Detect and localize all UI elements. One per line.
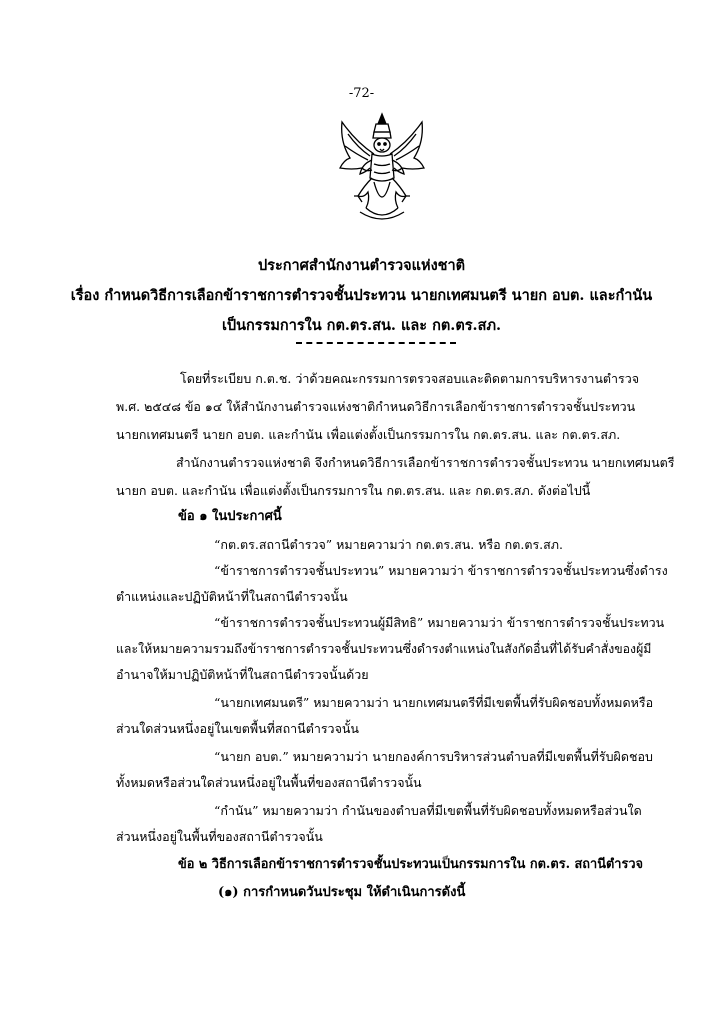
- body-line: “กต.ตร.สถานีตำรวจ” หมายความว่า กต.ตร.สน. หรือ กต.ตร.สภ.: [214, 537, 563, 552]
- body-line: โดยที่ระเบียบ ก.ต.ช. ว่าด้วยคณะกรรมการตรวจสอบและติดตามการบริหารงานตำรวจ: [180, 371, 640, 386]
- body-line: ส่วนหนึ่งอยู่ในพื้นที่ของสถานีตำรวจนั้น: [116, 829, 323, 844]
- separator-rule: [296, 342, 456, 344]
- body-line: อำนาจให้มาปฏิบัติหน้าที่ในสถานีตำรวจนั้นด้วย: [116, 667, 369, 682]
- body-line: และให้หมายความรวมถึงข้าราชการตำรวจชั้นประทวนซึ่งดำรงตำแหน่งในสังกัดอื่นที่ได้รับคำสั่งของผู้มี: [116, 642, 652, 656]
- announcement-title: ประกาศสำนักงานตำรวจแห่งชาติ: [257, 257, 466, 274]
- announcement-subject: เรื่อง กำหนดวิธีการเลือกข้าราชการตำรวจชั้นประทวน นายกเทศมนตรี นายก อบต. และกำนัน: [70, 287, 653, 304]
- garuda-emblem-icon: [336, 112, 428, 224]
- clause-heading: ข้อ ๑ ในประกาศนี้: [178, 509, 282, 524]
- clause-heading: ข้อ ๒ วิธีการเลือกข้าราชการตำรวจชั้นประทวนเป็นกรรมการใน กต.ตร. สถานีตำรวจ: [178, 857, 644, 872]
- body-line: “กำนัน” หมายความว่า กำนันของตำบลที่มีเขตพื้นที่รับผิดชอบทั้งหมดหรือส่วนใด: [214, 803, 642, 818]
- body-line: ทั้งหมดหรือส่วนใดส่วนหนึ่งอยู่ในพื้นที่ของสถานีตำรวจนั้น: [116, 775, 422, 790]
- page-number: -72-: [348, 86, 375, 101]
- announcement-subject-cont: เป็นกรรมการใน กต.ตร.สน. และ กต.ตร.สภ.: [221, 317, 502, 334]
- body-line: “นายกเทศมนตรี” หมายความว่า นายกเทศมนตรีที่มีเขตพื้นที่รับผิดชอบทั้งหมดหรือ: [214, 695, 654, 710]
- body-line: พ.ศ. ๒๕๔๘ ข้อ ๑๔ ให้สำนักงานตำรวจแห่งชาติกำหนดวิธีการเลือกข้าราชการตำรวจชั้นประทวน: [116, 399, 636, 414]
- body-line: นายกเทศมนตรี นายก อบต. และกำนัน เพื่อแต่งตั้งเป็นกรรมการใน กต.ตร.สน. และ กต.ตร.สภ.: [116, 427, 621, 442]
- body-line: “นายก อบต.” หมายความว่า นายกองค์การบริหารส่วนตำบลที่มีเขตพื้นที่รับผิดชอบ: [214, 749, 653, 764]
- body-line: ส่วนใดส่วนหนึ่งอยู่ในเขตพื้นที่สถานีตำรวจนั้น: [116, 721, 359, 736]
- body-line: “ข้าราชการตำรวจชั้นประทวน” หมายความว่า ข้าราชการตำรวจชั้นประทวนซึ่งดำรง: [214, 563, 668, 578]
- body-line: นายก อบต. และกำนัน เพื่อแต่งตั้งเป็นกรรมการใน กต.ตร.สน. และ กต.ตร.สภ. ดังต่อไปนี้: [116, 483, 591, 498]
- sub-clause-heading: (๑) การกำหนดวันประชุม ให้ดำเนินการดังนี้: [218, 885, 466, 900]
- body-line: สำนักงานตำรวจแห่งชาติ จึงกำหนดวิธีการเลือกข้าราชการตำรวจชั้นประทวน นายกเทศมนตรี: [176, 455, 675, 470]
- body-line: “ข้าราชการตำรวจชั้นประทวนผู้มีสิทธิ” หมายความว่า ข้าราชการตำรวจชั้นประทวน: [214, 615, 665, 630]
- body-line: ตำแหน่งและปฏิบัติหน้าที่ในสถานีตำรวจนั้น: [116, 589, 348, 604]
